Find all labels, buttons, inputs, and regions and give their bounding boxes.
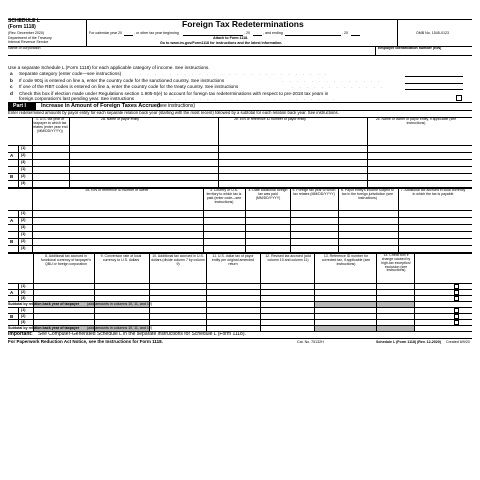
table1-col1-left (32, 117, 33, 187)
catalog-number: Cat. No. 75132H (297, 339, 324, 344)
table3-col11-left (206, 253, 207, 331)
table3-col8-left (33, 253, 34, 331)
subtotal-a-detail: (add amounts in columns 10, 11, and 12) (87, 302, 153, 306)
subtotal-b-detail: (add amounts in columns 10, 11, and 12) (87, 326, 153, 330)
line-b-dot-leader: . . . . . . . . . . . . . . (282, 77, 382, 83)
and-ending-label: , and ending (263, 31, 283, 35)
table3-col14-left (376, 253, 377, 331)
department-label: Department of the Treasury (8, 36, 52, 40)
col3-header: 3. Country or U.S. territory to which tax is paid (enter code—see instructions) (206, 188, 242, 204)
table3-row-b2: (2) (21, 314, 26, 318)
form-number: (Form 1118) (8, 24, 36, 30)
table3-row-a3: (3) (21, 296, 26, 300)
line-a-dot-leader: . . . . . . . . . . . . . . . . . . . . . . . . . . (140, 71, 329, 76)
col9-header: 9. Conversion rate of local currency to U.S. dollars (100, 254, 142, 262)
table2-row-b3: (3) (21, 246, 26, 250)
attach-note: Attach to Form 1118. (213, 36, 249, 40)
col14-checkbox-a3[interactable] (454, 296, 459, 301)
line-c-dot-leader: . . . . . . . . . . . . . (292, 84, 385, 89)
table3-col12-left (260, 253, 261, 331)
table3-row-b3: (3) (21, 320, 26, 324)
table2-row-rule-2 (8, 224, 472, 225)
table3-col10-left (149, 253, 150, 331)
col13-header: 13. Reference ID number for corrected tax, if applicable (see instructions) (321, 254, 371, 266)
table3-row-rule-1 (8, 289, 472, 290)
table3-col13-left (314, 253, 315, 331)
table1-row-b1: (1) (21, 167, 26, 171)
table2-col3-left (203, 188, 204, 252)
table1-row-a1: (1) (21, 146, 26, 150)
table3-header-rule (8, 283, 472, 284)
table2-row-b2: (2) (21, 239, 26, 243)
table2-col7-left (398, 188, 399, 252)
table3-row-rule-5 (8, 319, 472, 320)
table2-row-a1: (1) (21, 211, 26, 215)
table3-letter-divider-b (18, 307, 19, 325)
table2-col5-left (290, 188, 291, 252)
table2-letter-divider (18, 210, 19, 252)
subtotal-b-label: Subtotal by relation back year of taxpayer (8, 326, 80, 330)
tax-year-beginning-label: , or other tax year beginning (134, 31, 179, 35)
line-c-field[interactable] (405, 89, 463, 90)
table2-col4-left (245, 188, 246, 252)
subtotal-a-label: Subtotal by relation back year of taxpayer (8, 302, 80, 306)
line-a-field[interactable] (405, 76, 463, 77)
subtotal-b-shaded-cols-13-14 (314, 326, 414, 332)
created-date: Created 8/9/20 (446, 339, 470, 344)
table1-row-rule-2 (8, 159, 472, 160)
line-d-dot-leader: . . . . . . . . . . . . . . . . . . . . . . . . . . (148, 96, 337, 101)
tax-year-ending-field[interactable] (285, 35, 341, 36)
table2-group-a: A (10, 218, 14, 223)
line-b-field[interactable] (405, 83, 463, 84)
irs-label: Internal Revenue Service (8, 40, 49, 44)
important-label: Important: (8, 331, 33, 337)
col2b-header: 2b. EIN or reference ID number of payor entity (234, 117, 306, 121)
line-d-letter: d (10, 90, 13, 96)
table2-row-rule-5 (8, 245, 472, 246)
table1-header-rule (8, 145, 472, 146)
line-d-text: Check this box if election made under Regulations section 1.905-5(e) to account for foreign tax redeterminations with respect to pre-2018 tax years in (19, 90, 329, 96)
table3-row-rule-2 (8, 295, 472, 296)
corporation-name-label: Name of corporation (8, 46, 41, 50)
line-b-text: If code 901j is entered on line a, enter the country code for the sanctioned country. See instructions (19, 77, 225, 83)
table3-row-a1: (1) (21, 284, 26, 288)
line-d-checkbox[interactable] (456, 95, 462, 101)
table1-col2b-left (218, 117, 219, 187)
ein-divider (375, 46, 376, 55)
paperwork-notice: For Paperwork Reduction Act Notice, see the Instructions for Form 1118. (8, 339, 163, 344)
schedule-title: SCHEDULE L (8, 18, 40, 24)
part1-instruction: Enter redetermined amounts by payor entity for each separate relation back year (starting with the most recent) followed by a subtotal for each relation back year. See instructions. (8, 110, 339, 115)
calendar-year-label: For calendar year 20 (89, 31, 123, 35)
col5-header: 5. Foreign tax year to which tax relates (MM/DD/YYYY) (292, 188, 336, 196)
table3-col14-right (414, 253, 415, 331)
col2a-header: 2a. Name of payor entity (100, 117, 140, 121)
col7-header: 7. Additional tax accrued in local currency in which the tax is payable (400, 188, 466, 196)
table3-group-a: A (10, 290, 14, 295)
header-right-divider (397, 19, 398, 46)
table1-group-a: A (10, 153, 14, 158)
header-left-divider (86, 19, 87, 46)
table2-row-rule-4 (8, 238, 472, 239)
table1-row-rule-4 (8, 173, 472, 174)
table2-col6-left (338, 188, 339, 252)
col11-header: 11. U.S. dollar tax of payor entity per original amended return (211, 254, 255, 266)
line-c-text: If one of the RBT codes is entered on line a, enter the country code for the treaty country. See instructions (19, 84, 239, 89)
col14-checkbox-a1[interactable] (454, 284, 459, 289)
col14-checkbox-b3[interactable] (454, 320, 459, 325)
beginning-year-label: , 20 (244, 31, 250, 35)
table3-col9-left (94, 253, 95, 331)
part1-badge-text: Part I (13, 102, 26, 109)
table1-row-a2: (2) (21, 153, 26, 157)
table3-subtotal-a-rule (8, 307, 472, 308)
table2-row-b1: (1) (21, 232, 26, 236)
table1-col2a-left (69, 117, 70, 187)
line-a-text: Separate category (enter code—see instructions) (19, 71, 122, 76)
table2-group-b: B (10, 239, 14, 244)
table1-col2c-left (367, 117, 368, 187)
omb-number: OMB No. 1545-0123 (416, 31, 449, 35)
part1-badge (8, 103, 36, 110)
ending-year-field[interactable] (351, 35, 360, 36)
col4-header: 4. Date additional foreign tax was paid (MM/DD/YYYY) (248, 188, 288, 200)
important-text: See Computer-Generated Schedule L in the separate instructions for Schedule L (Form 1118). (38, 331, 246, 337)
table2-col2d-left (32, 188, 33, 252)
instructions-link[interactable]: Go to www.irs.gov/Form1118 for instructions and the latest information. (160, 41, 283, 45)
part1-title-suffix: (see instructions) (157, 102, 196, 109)
table3-row-a2: (2) (21, 290, 26, 294)
revision-date: (Rev. December 2020) (8, 31, 45, 35)
ending-year-label: , 20 (342, 31, 348, 35)
calendar-year-field[interactable] (124, 35, 133, 36)
col8-header: 8. Additional tax accrued in functional currency of taxpayer's QBU or foreign corporation (40, 254, 92, 266)
col6-header: 6. Payor entity's income subject to tax in the foreign jurisdiction (see instructions) (341, 188, 394, 200)
table3-row-rule-4 (8, 313, 472, 314)
subtotal-a-shaded-cols-13-14 (314, 302, 414, 308)
beginning-year-field[interactable] (253, 35, 262, 36)
table2-row-a2: (2) (21, 218, 26, 222)
table1-row-b2: (2) (21, 174, 26, 178)
col14-checkbox-a2[interactable] (454, 290, 459, 295)
table1-row-rule-3 (8, 166, 472, 167)
table1-letter-divider (18, 145, 19, 187)
line-b-letter: b (10, 77, 13, 83)
name-row-rule (8, 55, 472, 56)
col14-checkbox-b2[interactable] (454, 314, 459, 319)
use-separate-schedule-note: Use a separate Schedule L (Form 1118) for each applicable category of income. See instructions. (8, 65, 210, 70)
col14-checkbox-b1[interactable] (454, 308, 459, 313)
form-title: Foreign Tax Redeterminations (182, 19, 304, 29)
col10-header: 10. Additional tax accrued in U.S. dollars (divide column 7 by column 9) (151, 254, 205, 266)
table2-header-rule (8, 210, 472, 211)
table1-group-b: B (10, 174, 14, 179)
table1-row-a3: (3) (21, 160, 26, 164)
part1-title: Increase in Amount of Foreign Taxes Accrued (41, 103, 161, 109)
table3-row-b1: (1) (21, 308, 26, 312)
line-a-letter: a (10, 71, 13, 76)
line-d-text-continued: foreign corporation's last pending year. See instructions (19, 96, 135, 101)
col1-header: 1. U.S. tax year of taxpayer to which tax relates (enter year end (MM/DD/YYYY)) (32, 117, 68, 133)
table1-row-b3: (3) (21, 181, 26, 185)
table2-row-a3: (3) (21, 225, 26, 229)
form-id-footer: Schedule L (Form 1118) (Rev. 12-2020) (376, 339, 441, 344)
table1-row-rule-1 (8, 152, 472, 153)
col14-header: 14. Check box if change caused by high-tax exception/ exclusion (see instructions) (381, 253, 411, 273)
table3-letter-divider-a (18, 283, 19, 301)
table1-row-rule-5 (8, 180, 472, 181)
col2c-header: 2c. Name of owner of payor entity, if applicable (see instructions) (375, 117, 457, 125)
col2d-header: 2d. EIN or reference ID number of owner (85, 188, 149, 192)
ein-label: Employer identification number (EIN) (378, 46, 442, 50)
table3-group-b: B (10, 314, 14, 319)
col12-header: 12. Revised tax accrued (add column 10 and column 11) (265, 254, 311, 262)
table2-row-rule-3 (8, 231, 472, 232)
table2-row-rule-1 (8, 217, 472, 218)
line-c-letter: c (10, 84, 13, 89)
